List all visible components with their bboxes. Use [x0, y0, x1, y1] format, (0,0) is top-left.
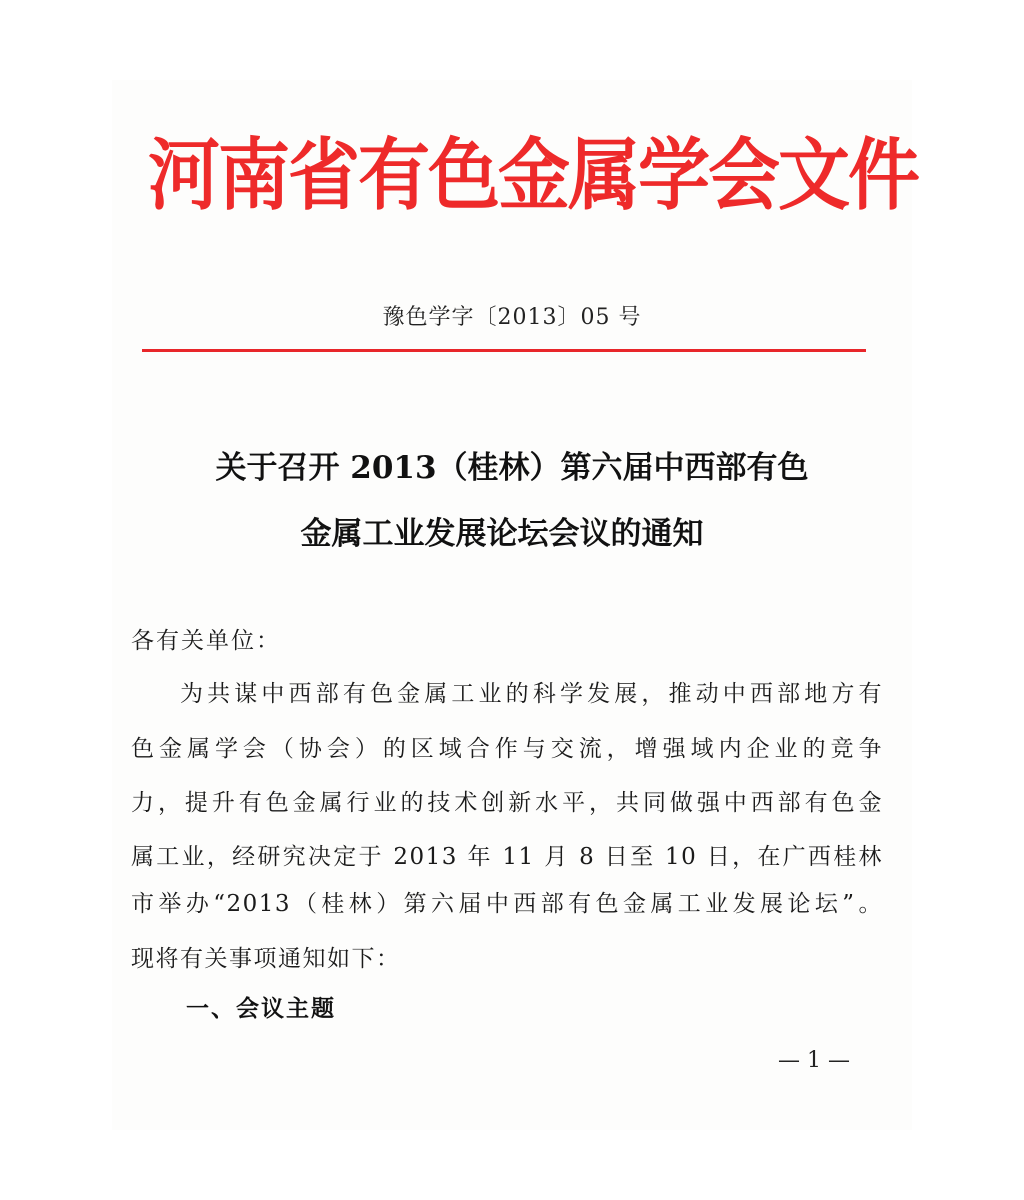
- body-line-2: 色金属学会（协会）的区域合作与交流，增强域内企业的竞争: [131, 736, 883, 762]
- document-header-title: 河南省有色金属学会文件: [148, 129, 919, 221]
- document-number: 豫色学字〔2013〕05 号: [382, 305, 642, 330]
- body-line-4: 属工业，经研究决定于 2013 年 11 月 8 日至 10 日，在广西桂林: [131, 844, 883, 870]
- page-number: — 1 —: [778, 1048, 850, 1073]
- body-line-5: 市举办“2013（桂林）第六届中西部有色金属工业发展论坛”。: [131, 891, 883, 917]
- body-line-6: 现将有关事项通知如下：: [131, 946, 401, 972]
- salutation: 各有关单位：: [131, 628, 281, 654]
- notice-title-line-2: 金属工业发展论坛会议的通知: [300, 516, 704, 552]
- body-line-3: 力，提升有色金属行业的技术创新水平，共同做强中西部有色金: [131, 790, 883, 816]
- header-red-rule: [142, 349, 866, 352]
- section-heading-1: 一、会议主题: [186, 996, 336, 1022]
- body-line-1: 为共谋中西部有色金属工业的科学发展，推动中西部地方有: [180, 681, 883, 707]
- notice-title-line-1: 关于召开 2013（桂林）第六届中西部有色: [215, 450, 809, 486]
